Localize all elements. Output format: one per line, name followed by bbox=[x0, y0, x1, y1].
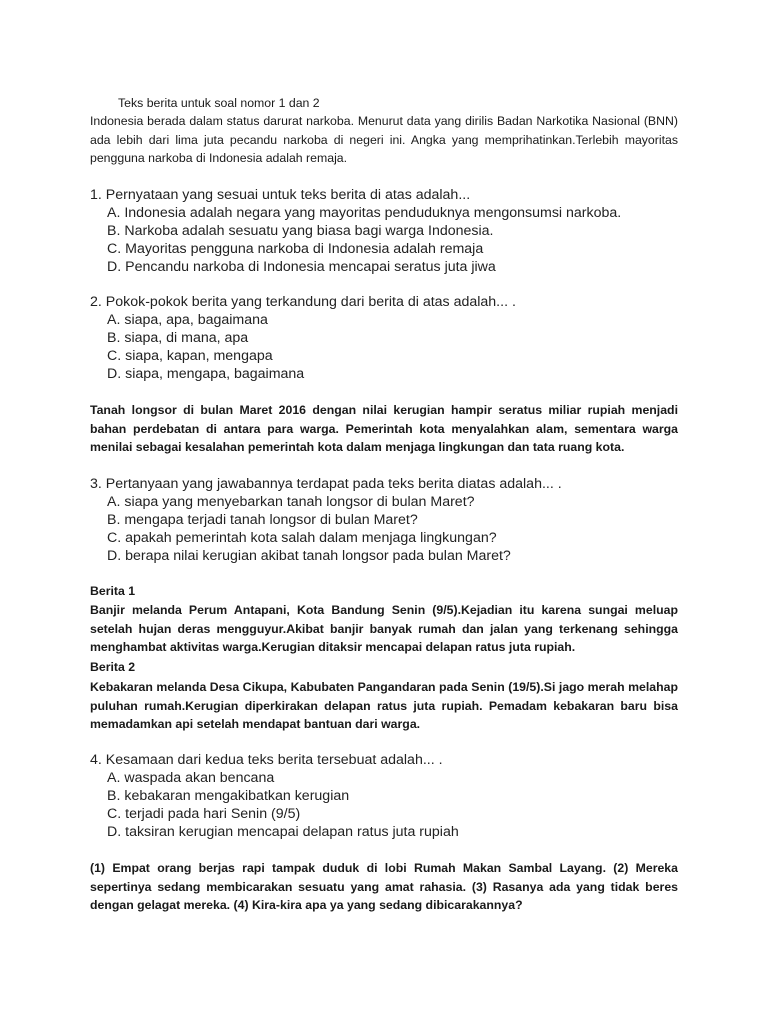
question-1-option-a: A. Indonesia adalah negara yang mayoritas penduduknya mengonsumsi narkoba. bbox=[107, 205, 622, 221]
question-2-option-b: B. siapa, di mana, apa bbox=[107, 330, 249, 346]
question-3-option-d: D. berapa nilai kerugian akibat tanah longsor pada bulan Maret? bbox=[107, 548, 511, 564]
question-1-option-c: C. Mayoritas pengguna narkoba di Indonesia adalah remaja bbox=[107, 241, 484, 257]
question-1 bbox=[90, 186, 690, 276]
question-3-option-c: C. apakah pemerintah kota salah dalam menjaga lingkungan? bbox=[107, 530, 497, 546]
question-3-option-a: A. siapa yang menyebarkan tanah longsor di bulan Maret? bbox=[107, 494, 475, 510]
question-2-stem: 2. Pokok-pokok berita yang terkandung dari berita di atas adalah... . bbox=[90, 294, 516, 310]
question-3-stem: 3. Pertanyaan yang jawabannya terdapat pada teks berita diatas adalah... . bbox=[90, 476, 562, 492]
intro-title: Teks berita untuk soal nomor 1 dan 2 bbox=[118, 96, 320, 110]
question-4-option-a: A. waspada akan bencana bbox=[107, 770, 275, 786]
question-4-option-b: B. kebakaran mengakibatkan kerugian bbox=[107, 788, 350, 804]
berita-1-text: Banjir melanda Perum Antapani, Kota Bandung Senin (9/5).Kejadian itu karena sungai meluap setelah hujan deras mengguyur.Akibat banjir banyak rumah dan jalan yang terkenang sehingga menghambat aktivitas warga.Kerugian ditaksir mencapai delapan ratus juta rupiah. bbox=[90, 603, 678, 655]
intro-passage: Indonesia berada dalam status darurat narkoba. Menurut data yang dirilis Badan Narkotika Nasional (BNN) ada lebih dari lima juta pecandu narkoba di negeri ini. Angka yang memprihatinkan.Terlebih mayoritas pengguna narkoba di Indonesia adalah remaja. bbox=[90, 114, 678, 166]
passage-landslide: Tanah longsor di bulan Maret 2016 dengan nilai kerugian hampir seratus miliar rupiah menjadi bahan perdebatan di antara para warga. Pemerintah kota menyalahkan alam, sementara warga menilai sebagai kesalahan pemerintah kota dalam menjaga lingkungan dan tata ruang kota. bbox=[90, 403, 678, 455]
question-2-option-d: D. siapa, mengapa, bagaimana bbox=[107, 366, 305, 382]
question-4 bbox=[90, 751, 690, 841]
passage-restaurant: (1) Empat orang berjas rapi tampak duduk di lobi Rumah Makan Sambal Layang. (2) Mereka sepertinya sedang membicarakan sesuatu yang amat rahasia. (3) Rasanya ada yang tidak beres dengan gelagat mereka. (4) Kira-kira apa ya yang sedang dibicarakannya? bbox=[90, 861, 678, 913]
berita-2-label: Berita 2 bbox=[90, 660, 136, 674]
question-1-option-d: D. Pencandu narkoba di Indonesia mencapai seratus juta jiwa bbox=[107, 259, 496, 275]
berita-1-label: Berita 1 bbox=[90, 584, 136, 598]
question-1-stem: 1. Pernyataan yang sesuai untuk teks berita di atas adalah... bbox=[90, 187, 471, 203]
question-4-stem: 4. Kesamaan dari kedua teks berita tersebuat adalah... . bbox=[90, 752, 443, 768]
question-4-option-d: D. taksiran kerugian mencapai delapan ratus juta rupiah bbox=[107, 824, 459, 840]
question-2-option-c: C. siapa, kapan, mengapa bbox=[107, 348, 273, 364]
berita-2-text: Kebakaran melanda Desa Cikupa, Kabubaten Pangandaran pada Senin (19/5).Si jago merah melahap puluhan rumah.Kerugian diperkirakan delapan ratus juta rupiah. Pemadam kebakaran baru bisa memadamkan api setelah mendapat bantuan dari warga. bbox=[90, 680, 678, 732]
question-2 bbox=[90, 293, 690, 383]
question-4-option-c: C. terjadi pada hari Senin (9/5) bbox=[107, 806, 301, 822]
question-2-option-a: A. siapa, apa, bagaimana bbox=[107, 312, 268, 328]
question-3 bbox=[90, 475, 690, 565]
question-1-option-b: B. Narkoba adalah sesuatu yang biasa bagi warga Indonesia. bbox=[107, 223, 494, 239]
question-3-option-b: B. mengapa terjadi tanah longsor di bulan Maret? bbox=[107, 512, 418, 528]
